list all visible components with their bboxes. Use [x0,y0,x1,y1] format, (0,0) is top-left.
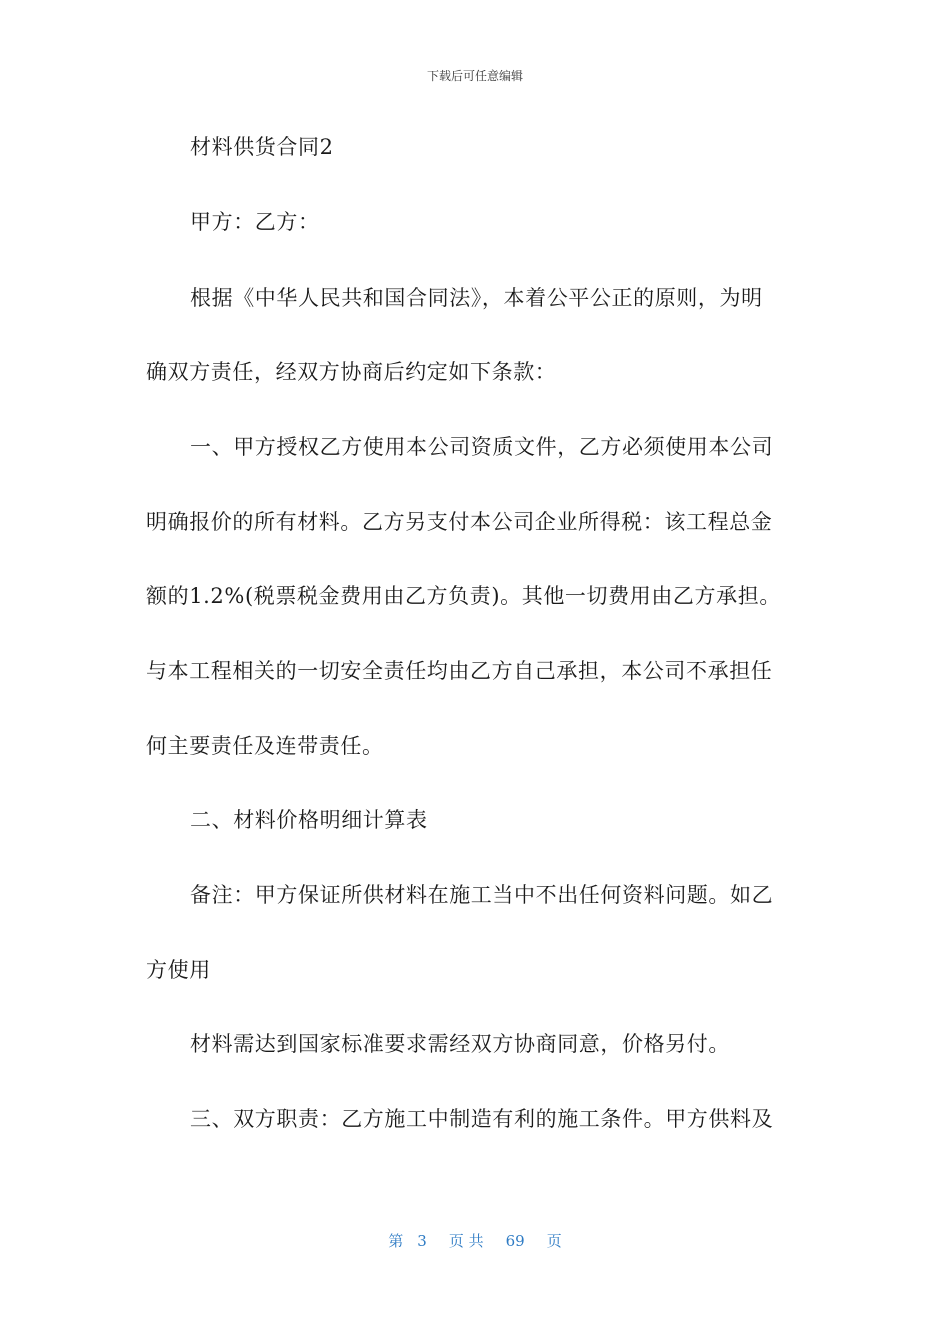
paragraph-line: 与本工程相关的一切安全责任均由乙方自己承担，本公司不承担任 [146,659,773,683]
paragraph-line: 备注：甲方保证所供材料在施工当中不出任何资料问题。如乙 [190,883,774,907]
paragraph-line: 三、双方职责：乙方施工中制造有利的施工条件。甲方供料及 [190,1107,774,1131]
paragraph-line: 明确报价的所有材料。乙方另支付本公司企业所得税：该工程总金 [146,510,773,534]
paragraph-line: 额的1.2%(税票税金费用由乙方负责)。其他一切费用由乙方承担。 [146,584,781,608]
footer-suffix: 页 [546,1232,562,1250]
current-page-number: 3 [417,1232,427,1250]
paragraph-line: 确双方责任，经双方协商后约定如下条款： [146,360,557,384]
footer-prefix: 第 [388,1232,404,1250]
total-pages-number: 69 [505,1232,525,1250]
paragraph-line: 根据《中华人民共和国合同法》，本着公平公正的原则，为明 [190,286,763,310]
page-footer [0,1230,950,1251]
paragraph-line: 材料需达到国家标准要求需经双方协商同意，价格另付。 [190,1032,730,1056]
paragraph-line: 方使用 [146,958,211,982]
parties-line: 甲方：乙方： [190,210,320,234]
paragraph-line: 何主要责任及连带责任。 [146,734,384,758]
document-title: 材料供货合同2 [190,135,334,159]
paragraph-line: 一、甲方授权乙方使用本公司资质文件，乙方必须使用本公司 [190,435,774,459]
section-heading: 二、材料价格明细计算表 [190,808,428,832]
footer-mid: 页 共 [448,1232,484,1250]
header-note: 下载后可任意编辑 [426,69,523,83]
